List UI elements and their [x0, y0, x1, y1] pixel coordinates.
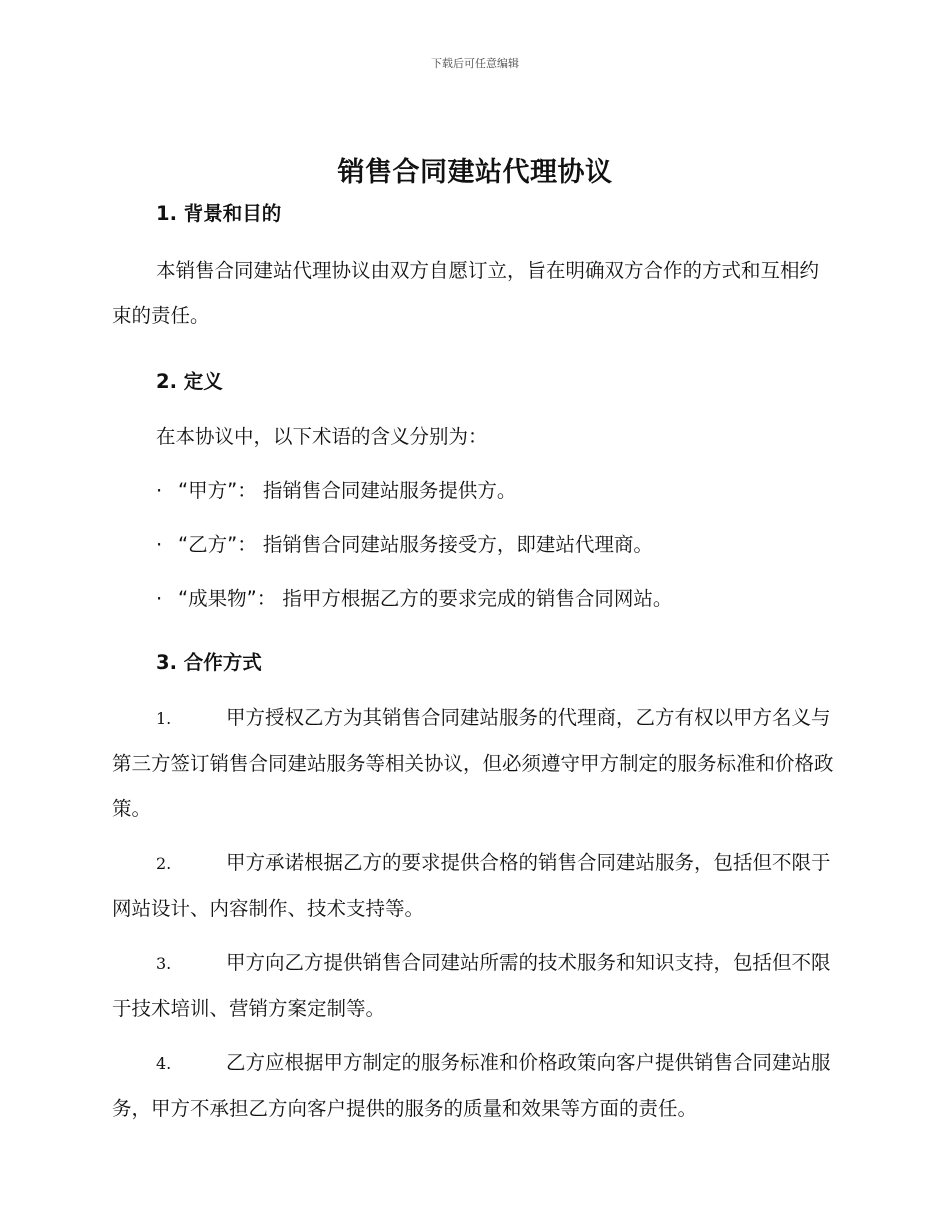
- header-note: 下载后可任意编辑: [431, 57, 519, 70]
- definition-text: “成果物”： 指甲方根据乙方的要求完成的销售合同网站。: [178, 587, 673, 610]
- bullet-dot: ·: [156, 587, 163, 610]
- item-number: 4.: [156, 1054, 172, 1073]
- item-text: 乙方应根据甲方制定的服务标准和价格政策向客户提供销售合同建站服务，甲方不承担乙方向客户提供的服务的质量和效果等方面的责任。: [112, 1051, 831, 1120]
- background-paragraph: 本销售合同建站代理协议由双方自愿订立，旨在明确双方合作的方式和互相约束的责任。: [112, 259, 820, 327]
- definition-item: [112, 522, 834, 567]
- section-heading-definitions: 2. 定义: [156, 370, 223, 393]
- cooperation-item: [112, 1040, 834, 1131]
- bullet-dot: ·: [156, 533, 163, 556]
- definitions-intro: 在本协议中，以下术语的含义分别为：: [156, 425, 488, 448]
- section-heading-background: 1. 背景和目的: [156, 202, 282, 225]
- cooperation-item: [112, 695, 834, 831]
- definition-item: [112, 576, 834, 621]
- item-number: 3.: [156, 954, 172, 973]
- item-number: 2.: [156, 854, 172, 873]
- item-text: 甲方向乙方提供销售合同建站所需的技术服务和知识支持，包括但不限于技术培训、营销方案定制等。: [112, 951, 831, 1020]
- section-heading-cooperation: 3. 合作方式: [156, 651, 262, 674]
- document-title: 销售合同建站代理协议: [337, 157, 613, 188]
- item-text: 甲方授权乙方为其销售合同建站服务的代理商，乙方有权以甲方名义与第三方签订销售合同建站服务等相关协议，但必须遵守甲方制定的服务标准和价格政策。: [112, 706, 834, 820]
- definition-item: [112, 468, 834, 513]
- definition-text: “甲方”： 指销售合同建站服务提供方。: [178, 479, 517, 502]
- item-text: 甲方承诺根据乙方的要求提供合格的销售合同建站服务，包括但不限于网站设计、内容制作、技术支持等。: [112, 851, 831, 920]
- cooperation-item: [112, 840, 834, 931]
- cooperation-item: [112, 940, 834, 1031]
- definition-text: “乙方”： 指销售合同建站服务接受方，即建站代理商。: [178, 533, 653, 556]
- document-body: [112, 196, 834, 1131]
- bullet-dot: ·: [156, 479, 163, 502]
- item-number: 1.: [156, 709, 172, 728]
